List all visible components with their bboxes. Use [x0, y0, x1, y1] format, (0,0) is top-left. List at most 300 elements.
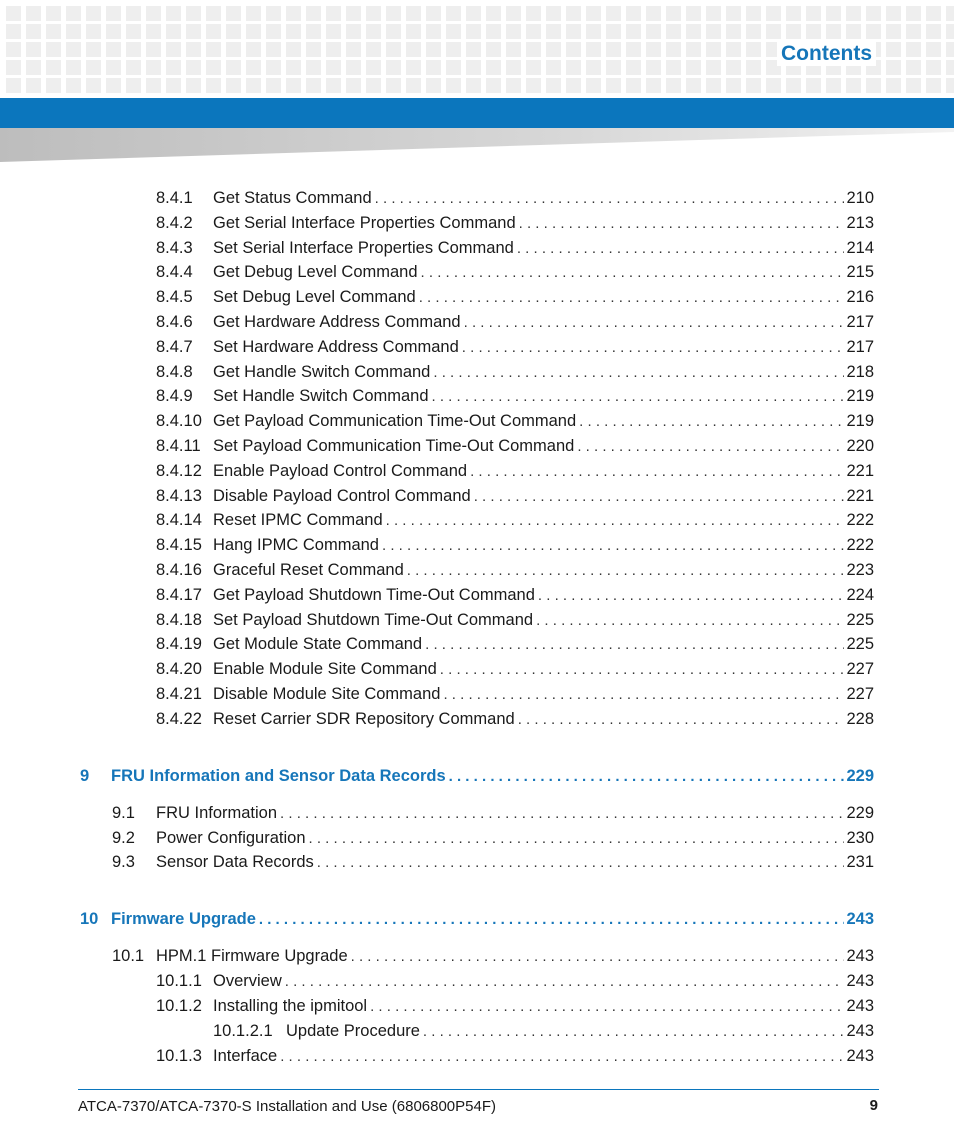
toc-chapter-entry[interactable] — [80, 909, 874, 930]
toc-entry[interactable] — [156, 411, 874, 432]
header-grid-cell — [286, 6, 301, 21]
header-grid-cell — [546, 6, 561, 21]
header-grid-cell — [466, 60, 481, 75]
header-grid-cell — [686, 6, 701, 21]
toc-dot-leader — [538, 586, 845, 606]
header-grid-cell — [46, 60, 61, 75]
header-grid-cell — [386, 6, 401, 21]
toc-entry[interactable] — [156, 1046, 874, 1067]
toc-entry[interactable] — [156, 510, 874, 531]
header-grid-cell — [146, 6, 161, 21]
header-grid-cell — [346, 78, 361, 93]
toc-entry[interactable] — [156, 535, 874, 556]
toc-entry-page: 223 — [846, 561, 874, 579]
toc-entry[interactable] — [156, 188, 874, 209]
header-grid-cell — [86, 60, 101, 75]
header-grid-cell — [86, 6, 101, 21]
toc-entry-page: 219 — [846, 412, 874, 431]
toc-entry-number: 8.4.1 — [156, 189, 193, 207]
header-grid-cell — [746, 24, 761, 39]
toc-dot-leader — [280, 1047, 844, 1067]
toc-entry-page: 222 — [846, 536, 874, 555]
header-grid-cell — [706, 24, 721, 39]
header-grid-cell — [26, 6, 41, 21]
header-grid-cell — [726, 42, 741, 57]
toc-entry-label: Disable Module Site Command — [213, 685, 441, 703]
header-grid-cell — [166, 42, 181, 57]
header-grid-cell — [246, 42, 261, 57]
toc-entry-page: 218 — [846, 362, 874, 381]
header-grid-cell — [906, 78, 921, 93]
toc-entry-label: Set Hardware Address Command — [213, 337, 459, 356]
header-grid-cell — [306, 78, 321, 93]
toc-dot-leader — [382, 536, 844, 556]
header-grid-cell — [886, 42, 901, 57]
header-grid-cell — [846, 24, 861, 39]
toc-entry-page: 227 — [846, 660, 874, 679]
header-grid-cell — [566, 24, 581, 39]
header-grid-cell — [626, 6, 641, 21]
toc-entry[interactable] — [156, 362, 874, 383]
header-grid-cell — [766, 24, 781, 39]
header-grid-cell — [466, 24, 481, 39]
toc-dot-leader — [536, 611, 844, 631]
toc-dot-leader — [432, 387, 845, 407]
header-grid-cell — [486, 78, 501, 93]
toc-entry-page: 221 — [846, 486, 874, 505]
header-grid-cell — [666, 60, 681, 75]
header-grid-cell — [446, 24, 461, 39]
toc-dot-leader — [259, 910, 845, 930]
header-grid-cell — [706, 78, 721, 93]
header-grid-cell — [746, 60, 761, 75]
toc-entry-page: 228 — [846, 709, 874, 728]
header-grid-cell — [426, 24, 441, 39]
header-grid-cell — [406, 24, 421, 39]
header-grid-cell — [366, 24, 381, 39]
toc-entry-number: 10.1.2.1 — [213, 1021, 273, 1040]
header-grid-cell — [726, 78, 741, 93]
header-grid-cell — [146, 24, 161, 39]
toc-entry-number: 8.4.13 — [156, 486, 202, 505]
header-grid-cell — [546, 42, 561, 57]
header-grid-cell — [306, 6, 321, 21]
toc-entry-label: Get Hardware Address Command — [213, 313, 461, 331]
toc-entry-label: Get Debug Level Command — [213, 263, 418, 282]
toc-entry[interactable] — [156, 238, 874, 259]
header-grid-cell — [846, 6, 861, 21]
header-grid-cell — [746, 6, 761, 21]
toc-entry-label: Get Status Command — [213, 189, 372, 207]
header-grid-cell — [646, 6, 661, 21]
header-grid-cell — [566, 78, 581, 93]
header-grid-cell — [626, 42, 641, 57]
header-grid-cell — [726, 60, 741, 75]
toc-dot-leader — [419, 288, 845, 308]
header-grid-cell — [586, 6, 601, 21]
toc-entry-label: Overview — [213, 972, 282, 991]
header-grid-cell — [886, 6, 901, 21]
toc-entry[interactable] — [156, 659, 874, 680]
header-grid-cell — [286, 42, 301, 57]
toc-dot-leader — [421, 263, 845, 283]
header-grid-cell — [326, 78, 341, 93]
header-grid-cell — [346, 24, 361, 39]
header-grid-cell — [206, 24, 221, 39]
toc-entry-label: Reset IPMC Command — [213, 511, 383, 530]
header-grid-cell — [366, 6, 381, 21]
header-grid-cell — [226, 42, 241, 57]
header-grid-cell — [626, 78, 641, 93]
header-grid-cell — [806, 6, 821, 21]
header-grid-cell — [366, 60, 381, 75]
toc-entry-label: Firmware Upgrade — [111, 910, 256, 929]
header-grid-cell — [946, 42, 954, 57]
toc-entry-number: 8.4.2 — [156, 213, 193, 232]
toc-entry-number: 10.1.2 — [156, 997, 202, 1015]
toc-dot-leader — [285, 972, 845, 992]
header-grid-cell — [46, 24, 61, 39]
header-grid-cell — [526, 42, 541, 57]
header-grid-cell — [526, 60, 541, 75]
footer-doc-title: ATCA-7370/ATCA-7370-S Installation and Use (6806800P54F) — [78, 1098, 497, 1115]
toc-entry-page: 216 — [846, 288, 874, 307]
header-grid-cell — [926, 42, 941, 57]
header-grid-cell — [26, 42, 41, 57]
toc-entry[interactable] — [156, 386, 874, 407]
header-grid-cell — [626, 60, 641, 75]
header-grid-cell — [466, 78, 481, 93]
toc-dot-leader — [517, 239, 845, 259]
header-grid-cell — [506, 78, 521, 93]
header-grid-cell — [226, 24, 241, 39]
toc-entry[interactable] — [156, 486, 874, 507]
toc-entry-number: 8.4.9 — [156, 387, 193, 406]
header-grid-cell — [446, 78, 461, 93]
header-grid-cell — [46, 42, 61, 57]
toc-entry-label: Set Serial Interface Properties Command — [213, 238, 514, 257]
toc-entry-label: Set Debug Level Command — [213, 288, 416, 307]
header-grid-cell — [366, 78, 381, 93]
header-grid-cell — [346, 6, 361, 21]
toc-entry-page: 243 — [846, 1046, 874, 1065]
header-grid-cell — [126, 78, 141, 93]
header-grid-cell — [606, 6, 621, 21]
toc-entry-number: 8.4.16 — [156, 561, 202, 579]
header-grid-cell — [486, 6, 501, 21]
toc-entry[interactable] — [156, 262, 874, 283]
header-grid-cell — [586, 78, 601, 93]
toc-dot-leader — [433, 363, 844, 383]
toc-entry-number: 8.4.19 — [156, 635, 202, 654]
toc-dot-leader — [470, 462, 844, 482]
toc-entry-label: Reset Carrier SDR Repository Command — [213, 709, 515, 728]
toc-entry-page: 230 — [846, 828, 874, 847]
header-grid-cell — [706, 60, 721, 75]
header-grid-cell — [126, 60, 141, 75]
header-grid-cell — [946, 78, 954, 93]
toc-entry-label: Get Module State Command — [213, 635, 423, 654]
header-grid-cell — [506, 6, 521, 21]
toc-entry-number: 8.4.18 — [156, 610, 202, 629]
toc-entry[interactable] — [112, 946, 874, 967]
header-grid-cell — [266, 6, 281, 21]
header-grid-cell — [426, 60, 441, 75]
header-grid-cell — [406, 60, 421, 75]
toc-entry-label: Update Procedure — [286, 1021, 420, 1040]
toc-entry-label: Set Handle Switch Command — [213, 387, 429, 406]
toc-dot-leader — [280, 804, 844, 824]
toc-entry-page: 215 — [846, 263, 874, 282]
toc-entry-number: 8.4.12 — [156, 461, 202, 480]
header-grid-cell — [826, 6, 841, 21]
toc-entry-page: 217 — [846, 337, 874, 356]
header-grid-cell — [386, 42, 401, 57]
header-grid-cell — [106, 6, 121, 21]
toc-entry-number: 9.2 — [112, 828, 135, 847]
header-grid-cell — [306, 60, 321, 75]
header-grid-cell — [66, 6, 81, 21]
header-grid-cell — [186, 6, 201, 21]
header-grid-cell — [846, 78, 861, 93]
toc-entry-number: 8.4.7 — [156, 337, 193, 356]
toc-entry-page: 219 — [846, 387, 874, 406]
toc-entry-number: 8.4.21 — [156, 685, 202, 703]
toc-dot-leader — [462, 338, 845, 358]
header-grid-cell — [546, 24, 561, 39]
header-grid-cell — [486, 60, 501, 75]
toc-entry-page: 243 — [846, 997, 874, 1015]
header-grid-cell — [126, 6, 141, 21]
header-grid-cell — [646, 24, 661, 39]
header-grid-cell — [146, 78, 161, 93]
toc-entry-label: Enable Payload Control Command — [213, 461, 468, 480]
header-grid-cell — [706, 6, 721, 21]
toc-dot-leader — [370, 997, 844, 1017]
header-grid-cell — [766, 6, 781, 21]
header-grid-cell — [286, 78, 301, 93]
header-grid-cell — [866, 24, 881, 39]
toc-entry-label: Installing the ipmitool — [213, 997, 368, 1015]
toc-entry[interactable] — [156, 436, 874, 457]
header-grid-cell — [206, 60, 221, 75]
header-grid-cell — [666, 42, 681, 57]
toc-entry[interactable] — [156, 337, 874, 358]
toc-entry[interactable] — [112, 803, 874, 824]
toc-dot-leader — [351, 947, 845, 967]
header-grid-cell — [606, 60, 621, 75]
toc-entry[interactable] — [156, 560, 874, 581]
header-grid-cell — [326, 42, 341, 57]
toc-entry-page: 210 — [846, 189, 874, 207]
header-grid-cell — [406, 78, 421, 93]
toc-entry-label: Sensor Data Records — [156, 853, 314, 872]
header-grid-cell — [6, 24, 21, 39]
header-grid-cell — [666, 78, 681, 93]
header-grid-cell — [686, 24, 701, 39]
toc-entry-number: 8.4.3 — [156, 238, 193, 257]
toc-entry-number: 10.1 — [112, 947, 145, 966]
header-grid-cell — [106, 24, 121, 39]
toc-entry-page: 214 — [846, 238, 874, 257]
header-grid-cell — [106, 60, 121, 75]
header-grid-cell — [26, 78, 41, 93]
toc-dot-leader — [309, 829, 845, 849]
header-grid-cell — [606, 78, 621, 93]
toc-entry-page: 225 — [846, 635, 874, 654]
toc-dot-leader — [577, 437, 844, 457]
toc-entry-number: 8.4.14 — [156, 511, 202, 530]
header-grid-cell — [386, 60, 401, 75]
header-grid-cell — [66, 78, 81, 93]
toc-entry[interactable] — [213, 1021, 874, 1042]
header-grid-cell — [306, 24, 321, 39]
toc-entry-number: 10.1.1 — [156, 972, 202, 991]
header-grid-cell — [146, 42, 161, 57]
toc-dot-leader — [386, 511, 845, 531]
toc-entry-page: 231 — [846, 853, 874, 872]
header-grid-cell — [866, 6, 881, 21]
header-grid-cell — [366, 42, 381, 57]
toc-entry-number: 9 — [80, 766, 90, 785]
header-grid-cell — [906, 24, 921, 39]
header-grid-cell — [26, 60, 41, 75]
toc-entry[interactable] — [112, 852, 874, 873]
header-grid-cell — [646, 60, 661, 75]
header-grid-cell — [346, 60, 361, 75]
header-grid-cell — [826, 24, 841, 39]
toc-entry-number: 10 — [80, 910, 99, 929]
toc-chapter-entry[interactable] — [80, 766, 874, 787]
toc-entry-number: 8.4.22 — [156, 709, 202, 728]
header-grid-cell — [246, 78, 261, 93]
header-grid-cell — [506, 60, 521, 75]
toc-entry-page: 213 — [846, 213, 874, 232]
header-grid-cell — [326, 24, 341, 39]
header-grid-cell — [926, 78, 941, 93]
header-grid-cell — [666, 6, 681, 21]
header-grid-cell — [546, 78, 561, 93]
toc-entry[interactable] — [156, 610, 874, 631]
header-grid-cell — [46, 6, 61, 21]
header-grid-cell — [406, 42, 421, 57]
toc-entry-label: Set Payload Shutdown Time-Out Command — [213, 610, 534, 629]
header-grid-cell — [726, 6, 741, 21]
header-grid-cell — [486, 24, 501, 39]
header-grid-cell — [646, 78, 661, 93]
toc-entry[interactable] — [156, 684, 874, 705]
header-grid-cell — [266, 60, 281, 75]
header-grid-cell — [886, 60, 901, 75]
toc-entry[interactable] — [112, 828, 874, 849]
toc-entry[interactable] — [156, 996, 874, 1017]
toc-entry-label: Enable Module Site Command — [213, 660, 437, 679]
header-grid-cell — [346, 42, 361, 57]
header-grid-cell — [106, 42, 121, 57]
header-grid-cell — [506, 24, 521, 39]
toc-entry-page: 229 — [846, 803, 874, 822]
header-grid-cell — [786, 78, 801, 93]
header-grid-cell — [426, 42, 441, 57]
header-gray-wedge — [0, 128, 954, 164]
header-grid-cell — [6, 6, 21, 21]
toc-entry-number: 8.4.11 — [156, 437, 201, 455]
header-grid-cell — [506, 42, 521, 57]
toc-dot-leader — [443, 685, 844, 705]
header-grid-cell — [486, 42, 501, 57]
toc-entry-number: 9.3 — [112, 853, 135, 872]
header-grid-cell — [386, 78, 401, 93]
header-grid-cell — [166, 60, 181, 75]
toc-entry[interactable] — [156, 287, 874, 308]
toc-entry-number: 8.4.10 — [156, 412, 202, 431]
header-grid-cell — [886, 78, 901, 93]
toc-entry-label: Hang IPMC Command — [213, 536, 379, 555]
toc-entry-number: 8.4.20 — [156, 660, 202, 679]
header-grid-cell — [886, 24, 901, 39]
toc-entry-number: 8.4.6 — [156, 313, 193, 331]
toc-entry[interactable] — [156, 971, 874, 992]
header-grid-cell — [466, 6, 481, 21]
toc-entry-page: 225 — [846, 610, 874, 629]
toc-entry-label: FRU Information and Sensor Data Records — [111, 766, 446, 785]
toc-dot-leader — [464, 313, 845, 333]
header-grid-cell — [6, 60, 21, 75]
toc-entry-label: HPM.1 Firmware Upgrade — [156, 947, 348, 966]
header-grid-cell — [686, 42, 701, 57]
toc-entry-label: Get Serial Interface Properties Command — [213, 213, 516, 232]
header-grid-cell — [586, 60, 601, 75]
toc-entry[interactable] — [156, 709, 874, 730]
toc-entry[interactable] — [156, 312, 874, 333]
header-grid-cell — [466, 42, 481, 57]
header-grid-cell — [226, 60, 241, 75]
header-grid-cell — [246, 60, 261, 75]
header-grid-cell — [926, 6, 941, 21]
header-grid-cell — [566, 6, 581, 21]
header-grid-cell — [746, 42, 761, 57]
header-grid-cell — [186, 24, 201, 39]
header-blue-bar — [0, 98, 954, 128]
header-grid-cell — [826, 78, 841, 93]
header-grid-cell — [326, 6, 341, 21]
toc-entry-label: Power Configuration — [156, 828, 306, 847]
header-grid-cell — [606, 24, 621, 39]
header-grid-cell — [126, 24, 141, 39]
toc-entry-page: 227 — [846, 685, 874, 703]
toc-entry-label: Disable Payload Control Command — [213, 486, 471, 505]
header-grid-cell — [906, 6, 921, 21]
toc-entry[interactable] — [156, 634, 874, 655]
toc-dot-leader — [440, 660, 845, 680]
header-grid-cell — [66, 42, 81, 57]
toc-entry-page: 217 — [846, 313, 874, 331]
toc-entry-label: Interface — [213, 1046, 278, 1065]
toc-entry-page: 229 — [846, 766, 874, 785]
header-grid-cell — [906, 42, 921, 57]
header-grid-cell — [726, 24, 741, 39]
header-grid-cell — [926, 24, 941, 39]
toc-entry[interactable] — [156, 585, 874, 606]
toc-entry[interactable] — [156, 461, 874, 482]
toc-entry[interactable] — [156, 213, 874, 234]
header-grid-cell — [126, 42, 141, 57]
header-grid-cell — [686, 78, 701, 93]
header-grid-cell — [266, 24, 281, 39]
header-grid-cell — [286, 24, 301, 39]
toc-entry-page: 243 — [846, 972, 874, 991]
header-grid-cell — [386, 24, 401, 39]
